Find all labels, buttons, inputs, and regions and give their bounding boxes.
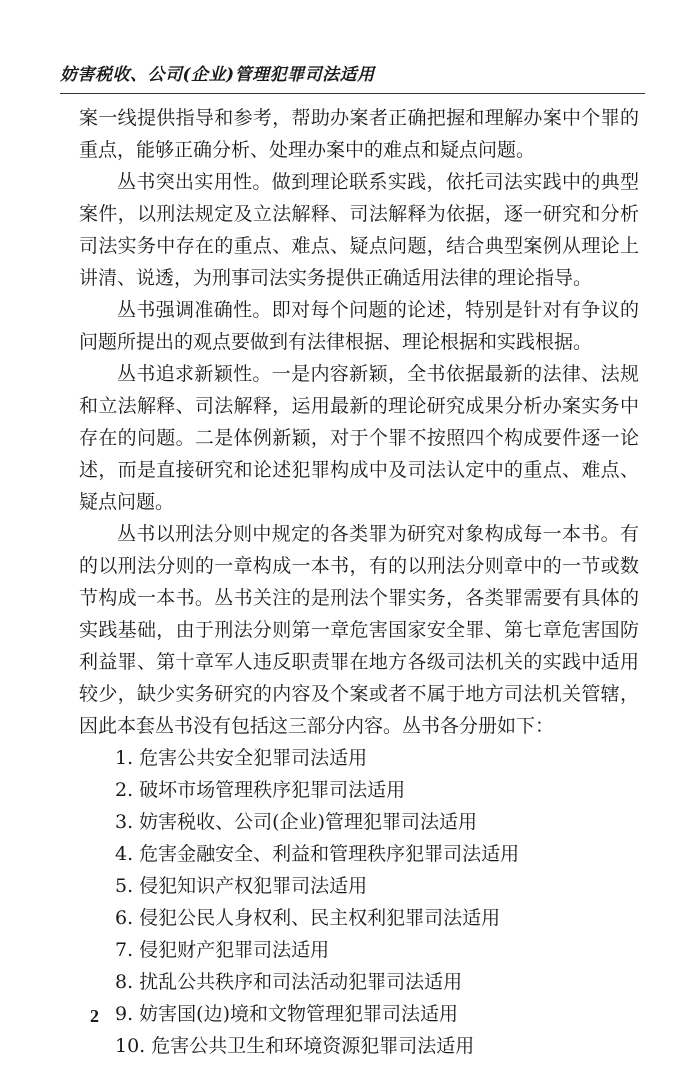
list-item: 4. 危害金融安全、利益和管理秩序犯罪司法适用 bbox=[115, 843, 520, 865]
header-rule bbox=[60, 93, 645, 94]
paragraph-novelty: 丛书追求新颖性。一是内容新颖，全书依据最新的法律、法规和立法解释、司法解释，运用最新的理论研究成果分析办案实务中存在的问题。二是体例新颖，对于个罪不按照四个构成要件逐一论述，而是直接研究和论述犯罪构成中及司法认定中的重点、难点、疑点问题。 bbox=[79, 363, 639, 513]
page-number: 2 bbox=[90, 1006, 99, 1026]
list-item: 7. 侵犯财产犯罪司法适用 bbox=[115, 939, 330, 961]
list-item: 9. 妨害国(边)境和文物管理犯罪司法适用 bbox=[115, 1003, 458, 1025]
list-item: 5. 侵犯知识产权犯罪司法适用 bbox=[115, 875, 368, 897]
list-item: 6. 侵犯公民人身权利、民主权利犯罪司法适用 bbox=[115, 907, 501, 929]
volume-list bbox=[79, 742, 639, 1062]
running-header: 妨害税收、公司(企业)管理犯罪司法适用 bbox=[60, 65, 375, 85]
list-item: 2. 破坏市场管理秩序犯罪司法适用 bbox=[115, 779, 406, 801]
list-item: 10. 危害公共卫生和环境资源犯罪司法适用 bbox=[115, 1035, 475, 1057]
list-item: 3. 妨害税收、公司(企业)管理犯罪司法适用 bbox=[115, 811, 477, 833]
paragraph-continuation: 案一线提供指导和参考，帮助办案者正确把握和理解办案中个罪的重点，能够正确分析、处理办案中的难点和疑点问题。 bbox=[79, 107, 639, 161]
list-item: 1. 危害公共安全犯罪司法适用 bbox=[115, 747, 368, 769]
paragraph-practicality: 丛书突出实用性。做到理论联系实践，依托司法实践中的典型案件，以刑法规定及立法解释、司法解释为依据，逐一研究和分析司法实务中存在的重点、难点、疑点问题，结合典型案例从理论上讲清、说透，为刑事司法实务提供正确适用法律的理论指导。 bbox=[79, 171, 639, 289]
paragraph-accuracy: 丛书强调准确性。即对每个问题的论述，特别是针对有争议的问题所提出的观点要做到有法律根据、理论根据和实践根据。 bbox=[79, 299, 639, 353]
page-body bbox=[79, 102, 639, 1062]
list-item: 8. 扰乱公共秩序和司法活动犯罪司法适用 bbox=[115, 971, 463, 993]
paragraph-structure: 丛书以刑法分则中规定的各类罪为研究对象构成每一本书。有的以刑法分则的一章构成一本书，有的以刑法分则章中的一节或数节构成一本书。丛书关注的是刑法个罪实务，各类罪需要有具体的实践基础，由于刑法分则第一章危害国家安全罪、第七章危害国防利益罪、第十章军人违反职责罪在地方各级司法机关的实践中适用较少，缺少实务研究的内容及个案或者不属于地方司法机关管辖，因此本套丛书没有包括这三部分内容。丛书各分册如下： bbox=[79, 523, 639, 737]
